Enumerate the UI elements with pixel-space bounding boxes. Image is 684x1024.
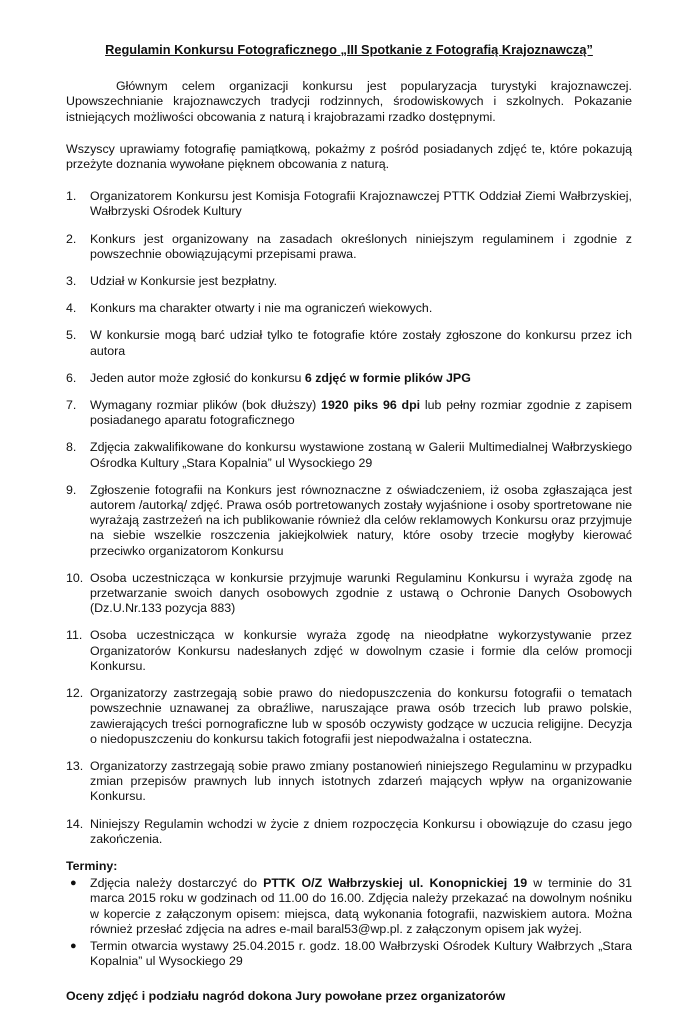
rule-number: 4. — [66, 301, 77, 316]
terms-item — [66, 876, 632, 937]
rule-text: W konkursie mogą barć udział tylko te fotografie które zostały zgłoszone do konkursu przez ich autora — [90, 328, 632, 358]
rule-text: Udział w Konkursie jest bezpłatny. — [90, 274, 278, 289]
rule-text — [90, 371, 632, 386]
rule-text: Zdjęcia zakwalifikowane do konkursu wystawione zostaną w Galerii Multimedialnej Wałbrzyskiego Ośrodka Kultury „Stara Kopalnia” ul Wysockiego 29 — [90, 440, 632, 470]
rule-text: Organizatorzy zastrzegają sobie prawo zmiany postanowień niniejszego Regulaminu w przypadku zmian przepisów prawnych lub innych istotnych zdarzeń mających wpływ na organizowanie Konkursu. — [90, 758, 632, 804]
terms-text-plain: Zdjęcia należy dostarczyć do — [90, 876, 264, 891]
rule-number: 13. — [66, 758, 84, 773]
rule-number: 2. — [66, 231, 77, 246]
terms-text-plain: w terminie do 31 marca 2015 roku w godzinach od 11.00 do 16.00. Zdjęcia należy przekazać na dowolnym nośniku w kopercie z załączonym opisem: miejsca, datą wykonania fotografii, nazwiskiem autora. Można również przesłać zdjęcia na adres e-mail baral53@wp.pl. z załączonym opisem jak wyżej. — [90, 876, 633, 936]
rule-number: 14. — [66, 816, 84, 831]
rule-text: Osoba uczestnicząca w konkursie wyraża zgodę na nieodpłatne wykorzystywanie przez Organizatorów Konkursu nadesłanych zdjęć w dowolnym czasie i formie dla celów promocji Konkursu. — [90, 628, 632, 673]
rule-item — [66, 571, 632, 617]
rule-text: Niniejszy Regulamin wchodzi w życie z dniem rozpoczęcia Konkursu i obowiązuje do czasu jego zakończenia. — [90, 816, 632, 846]
terms-item — [66, 939, 632, 969]
rule-item — [66, 483, 632, 559]
rule-text: Konkurs ma charakter otwarty i nie ma ograniczeń wiekowych. — [90, 301, 433, 316]
rule-number: 6. — [66, 370, 77, 385]
rule-text-plain: Jeden autor może zgłosić do konkursu — [90, 370, 305, 385]
rule-number: 9. — [66, 482, 77, 497]
rule-number: 12. — [66, 686, 84, 701]
rule-number: 5. — [66, 328, 77, 343]
rule-item — [66, 328, 632, 358]
rule-text — [90, 398, 632, 428]
rule-text: Zgłoszenie fotografii na Konkurs jest równoznaczne z oświadczeniem, iż osoba zgłaszająca jest autorem /autorką/ zdjęć. Prawa osób portretowanych zostały wyjaśnione i osoby sportretowane nie wyrażają zastrzeżeń na ich publikowanie również dla celów reklamowych Konkursu oraz przyjmuje na siebie wszelkie roszczenia jakiejkolwiek natury, które osoby trzecie mogłyby kierować przeciwko organizatorom Konkursu — [90, 482, 632, 558]
rule-item — [66, 274, 632, 289]
intro-paragraph: Głównym celem organizacji konkursu jest popularyzacja turystyki krajoznawczej. Upowszechnianie krajoznawczych tradycji rodzinnych, środowiskowych i szkolnych. Pokazanie istniejących możliwości obcowania z naturą i krajobrazami rzadko dostępnymi. — [66, 79, 632, 124]
rule-item — [66, 371, 632, 386]
rules-list — [66, 189, 632, 847]
rule-number: 7. — [66, 398, 77, 413]
rule-text: Organizatorem Konkursu jest Komisja Fotografii Krajoznawczej PTTK Oddział Ziemi Wałbrzyskiej, Wałbrzyski Ośrodek Kultury — [90, 189, 632, 219]
terms-text-bold: PTTK O/Z Wałbrzyskiej ul. Konopnickiej 19 — [263, 876, 528, 891]
terms-text — [90, 876, 632, 937]
rule-item — [66, 440, 632, 470]
intro-paragraph-2: Wszyscy uprawiamy fotografię pamiątkową, pokażmy z pośród posiadanych zdjęć te, które pokazują przeżyte doznania wywołane pięknem obcowania z naturą. — [66, 141, 632, 172]
rule-number: 3. — [66, 274, 77, 289]
terms-text: Termin otwarcia wystawy 25.04.2015 r. godz. 18.00 Wałbrzyski Ośrodek Kultury Wałbrzych „Stara Kopalnia” ul Wysockiego 29 — [90, 938, 632, 969]
rule-item — [66, 759, 632, 805]
rule-item — [66, 628, 632, 674]
terms-list — [66, 876, 632, 969]
rule-item — [66, 686, 632, 747]
rule-number: 11. — [66, 628, 83, 643]
rule-text-plain: Wymagany rozmiar plików (bok dłuższy) — [90, 398, 322, 413]
rule-text-plain: lub pełny rozmiar zgodnie z zapisem posiadanego aparatu fotograficznego — [90, 398, 632, 428]
bullet-icon: ● — [70, 877, 77, 890]
rule-text: Konkurs jest organizowany na zasadach określonych niniejszym regulaminem i zgodnie z powszechnie obowiązującymi przepisami prawa. — [90, 231, 632, 261]
rule-item — [66, 398, 632, 428]
rule-item — [66, 189, 632, 219]
rule-number: 1. — [66, 189, 77, 204]
rule-text-bold: 1920 piks 96 dpi — [321, 398, 421, 413]
bullet-icon: ● — [70, 939, 77, 952]
rule-item — [66, 232, 632, 262]
terms-heading: Terminy: — [66, 858, 118, 873]
closing-statement: Oceny zdjęć i podziału nagród dokona Jury powołane przez organizatorów — [66, 989, 506, 1004]
rule-number: 10. — [66, 570, 84, 585]
document-title: Regulamin Konkursu Fotograficznego „III Spotkanie z Fotografią Krajoznawczą” — [105, 42, 593, 57]
rule-text: Osoba uczestnicząca w konkursie przyjmuje warunki Regulaminu Konkursu i wyraża zgodę na przetwarzanie swoich danych osobowych zgodnie z ustawą o Ochronie Danych Osobowych (Dz.U.Nr.133 pozycja 883) — [90, 570, 632, 616]
rule-number: 8. — [66, 440, 77, 455]
rule-item — [66, 301, 632, 316]
rule-item — [66, 817, 632, 847]
rule-text: Organizatorzy zastrzegają sobie prawo do niedopuszczenia do konkursu fotografii o tematach powszechnie uznawanej za obraźliwe, naruszające prawa osób trzecich lub prawo polskie, zawierających treści pornograficzne lub w sposób oczywisty godzące w uczucia religijne. Decyzja o niedopuszczeniu do konkursu takich fotografii jest niepodważalna i ostateczna. — [90, 686, 632, 746]
rule-text-bold: 6 zdjęć w formie plików JPG — [304, 370, 471, 385]
